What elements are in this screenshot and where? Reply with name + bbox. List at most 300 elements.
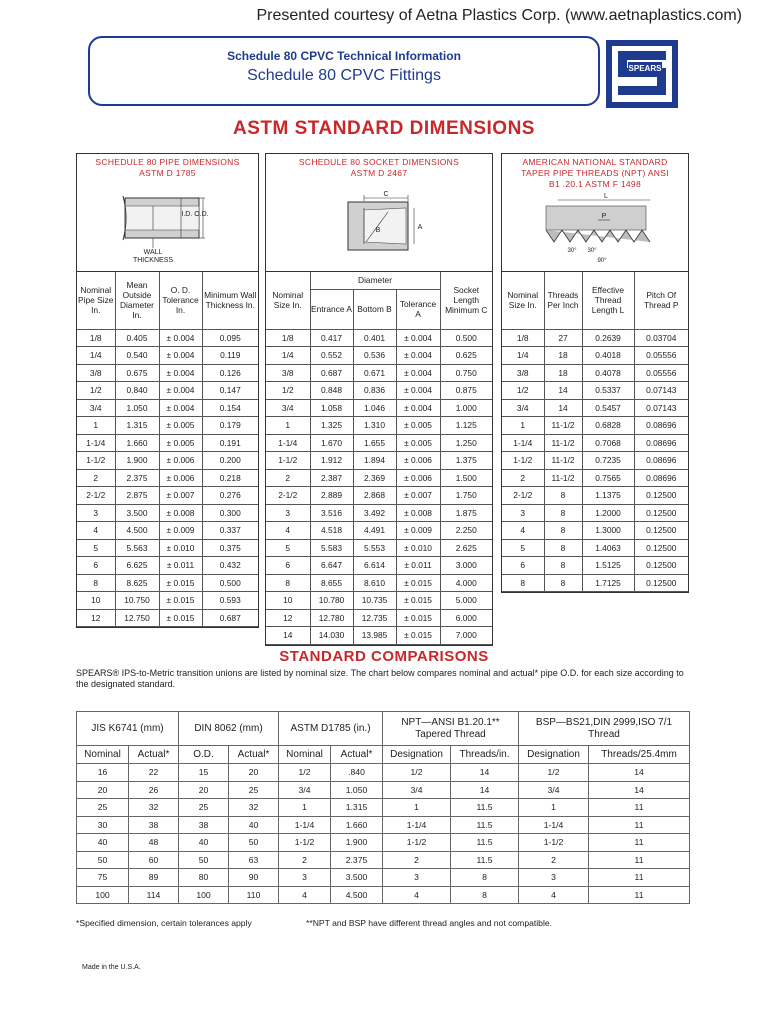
comparison-cell: 50 (77, 851, 129, 869)
thread-cell: 0.4078 (582, 364, 634, 382)
socket-row (266, 609, 492, 627)
comparison-cell: 22 (129, 764, 179, 782)
comparison-row (77, 886, 690, 904)
thread-cell: 6 (502, 557, 544, 575)
socket-title-1: SCHEDULE 80 SOCKET DIMENSIONS (298, 157, 460, 167)
pipe-cell: 5.563 (115, 539, 159, 557)
pipe-cell: 0.119 (202, 347, 258, 365)
pipe-cell: 4 (77, 522, 115, 540)
pipe-cell: ± 0.004 (159, 399, 202, 417)
thread-cell: 0.7565 (582, 469, 634, 487)
pipe-cell: ± 0.005 (159, 417, 202, 435)
comparison-subheader: Actual* (129, 746, 179, 764)
pipe-cell: 6 (77, 557, 115, 575)
thread-cell: 11-1/2 (544, 434, 582, 452)
pipe-cell: 2 (77, 469, 115, 487)
comparison-cell: 14 (589, 781, 690, 799)
socket-cell: 2.387 (310, 469, 353, 487)
socket-header-length: Socket Length Minimum C (440, 272, 492, 329)
pipe-title-1: SCHEDULE 80 PIPE DIMENSIONS (95, 157, 240, 167)
socket-cell: 1.310 (353, 417, 396, 435)
pipe-cell: ± 0.015 (159, 609, 202, 627)
thread-cell: 0.03704 (634, 329, 688, 347)
comparison-cell: 1.050 (331, 781, 383, 799)
comparison-cell: 1 (383, 799, 451, 817)
thread-cell: 0.7068 (582, 434, 634, 452)
pipe-cell: 0.179 (202, 417, 258, 435)
logo-text: SPEARS (628, 64, 662, 73)
pipe-cell: 0.375 (202, 539, 258, 557)
comparison-cell: 4 (519, 886, 589, 904)
socket-cell: 8.655 (310, 574, 353, 592)
pipe-row (77, 434, 258, 452)
thread-row (502, 382, 688, 400)
comparison-cell: 3/4 (383, 781, 451, 799)
header-box (88, 36, 600, 106)
pipe-cell: ± 0.004 (159, 382, 202, 400)
socket-cell: 1.250 (440, 434, 492, 452)
comparison-cell: 100 (179, 886, 229, 904)
thread-cell: 1-1/4 (502, 434, 544, 452)
comparison-cell: 63 (229, 851, 279, 869)
thread-row (502, 329, 688, 347)
thread-cell: 1-1/2 (502, 452, 544, 470)
socket-cell: ± 0.015 (396, 592, 440, 610)
comparison-cell: 1.900 (331, 834, 383, 852)
comparison-subheader: Threads/in. (451, 746, 519, 764)
thread-cell: 0.5457 (582, 399, 634, 417)
comparison-cell: 2 (279, 851, 331, 869)
comparison-row (77, 851, 690, 869)
socket-cell: ± 0.004 (396, 329, 440, 347)
socket-cell: 8.610 (353, 574, 396, 592)
comparison-group-header: DIN 8062 (mm) (179, 712, 279, 746)
thread-header: Threads Per Inch (544, 272, 582, 329)
comparison-cell: 1-1/4 (279, 816, 331, 834)
socket-cell: 1.125 (440, 417, 492, 435)
thread-cell: 3/8 (502, 364, 544, 382)
socket-diagram (266, 184, 492, 268)
comparison-cell: 50 (179, 851, 229, 869)
comparison-cell: 8 (451, 869, 519, 887)
pipe-cell: 0.218 (202, 469, 258, 487)
comparison-cell: 40 (77, 834, 129, 852)
socket-cell: 3.516 (310, 504, 353, 522)
thread-diagram-p-label: P (601, 213, 607, 220)
thread-cell: 1/4 (502, 347, 544, 365)
pipe-row (77, 522, 258, 540)
thread-cell: 0.08696 (634, 452, 688, 470)
pipe-diagram-thickness-label: THICKNESS (132, 257, 174, 264)
thread-cell: 8 (544, 557, 582, 575)
socket-cell: 1.655 (353, 434, 396, 452)
comparison-cell: 4 (279, 886, 331, 904)
thread-cell: 0.7235 (582, 452, 634, 470)
socket-cell: 1.046 (353, 399, 396, 417)
socket-cell: 1/2 (266, 382, 310, 400)
socket-diagram-a-label: A (417, 224, 423, 231)
socket-cell: 1.500 (440, 469, 492, 487)
pipe-cell: 2.375 (115, 469, 159, 487)
thread-cell: 8 (544, 487, 582, 505)
socket-row (266, 539, 492, 557)
socket-header-entrance: Entrance A (310, 289, 353, 329)
socket-header-bottom: Bottom B (353, 289, 396, 329)
comparison-subheader: Actual* (229, 746, 279, 764)
socket-cell: 1.000 (440, 399, 492, 417)
socket-cell: 5.000 (440, 592, 492, 610)
comparison-subheader: Actual* (331, 746, 383, 764)
comparison-cell: 11 (589, 886, 690, 904)
thread-cell: 0.07143 (634, 382, 688, 400)
pipe-cell: 6.625 (115, 557, 159, 575)
socket-cell: 14.030 (310, 627, 353, 645)
pipe-dimensions-panel (76, 153, 259, 628)
socket-cell: 1.325 (310, 417, 353, 435)
thread-cell: 8 (502, 574, 544, 592)
thread-row (502, 452, 688, 470)
pipe-cell: 1.315 (115, 417, 159, 435)
socket-cell: ± 0.004 (396, 364, 440, 382)
thread-cell: 0.12500 (634, 574, 688, 592)
socket-row (266, 364, 492, 382)
pipe-row (77, 469, 258, 487)
thread-cell: 1/8 (502, 329, 544, 347)
pipe-row (77, 452, 258, 470)
socket-cell: 1.058 (310, 399, 353, 417)
comparison-cell: 40 (179, 834, 229, 852)
pipe-cell: 0.095 (202, 329, 258, 347)
pipe-diagram-id-od-label: I.D. O.D. (181, 211, 209, 218)
comparison-row (77, 869, 690, 887)
comparison-cell: 1-1/4 (383, 816, 451, 834)
socket-cell: 3 (266, 504, 310, 522)
comparison-cell: 114 (129, 886, 179, 904)
socket-cell: 0.671 (353, 364, 396, 382)
socket-cell: 4.000 (440, 574, 492, 592)
socket-cell: 2.250 (440, 522, 492, 540)
thread-diagram-angle-1: 30° (567, 248, 577, 254)
socket-cell: 13.985 (353, 627, 396, 645)
socket-cell: ± 0.009 (396, 522, 440, 540)
pipe-row (77, 347, 258, 365)
socket-cell: 5 (266, 539, 310, 557)
socket-row (266, 347, 492, 365)
pipe-cell: ± 0.008 (159, 504, 202, 522)
socket-cell: 1.894 (353, 452, 396, 470)
comparison-cell: 1-1/2 (279, 834, 331, 852)
thread-cell: 3/4 (502, 399, 544, 417)
pipe-cell: 1/2 (77, 382, 115, 400)
socket-dimensions-panel (265, 153, 493, 646)
pipe-header: Mean Outside Diameter In. (115, 272, 159, 329)
socket-header-diameter: Diameter (310, 272, 440, 289)
pipe-diagram (77, 184, 258, 268)
socket-cell: 6.614 (353, 557, 396, 575)
socket-cell: 1.670 (310, 434, 353, 452)
thread-diagram-angle-2: 30° (587, 248, 597, 254)
thread-cell: 0.2639 (582, 329, 634, 347)
socket-cell: 6.000 (440, 609, 492, 627)
socket-row (266, 399, 492, 417)
thread-diagram (502, 192, 688, 272)
socket-cell: ± 0.015 (396, 627, 440, 645)
socket-title-2: ASTM D 2467 (350, 168, 408, 178)
comparison-cell: 1.660 (331, 816, 383, 834)
socket-header-nominal: Nominal Size In. (266, 272, 310, 329)
socket-row (266, 417, 492, 435)
thread-cell: 0.05556 (634, 347, 688, 365)
thread-cell: 0.12500 (634, 522, 688, 540)
thread-cell: 0.12500 (634, 487, 688, 505)
comparisons-table (76, 711, 690, 904)
thread-cell: 2 (502, 469, 544, 487)
socket-cell: ± 0.004 (396, 399, 440, 417)
comparison-cell: 1/2 (519, 764, 589, 782)
thread-cell: 18 (544, 347, 582, 365)
thread-cell: 11-1/2 (544, 469, 582, 487)
socket-cell: 6 (266, 557, 310, 575)
comparison-cell: 4 (383, 886, 451, 904)
comparison-cell: 11 (589, 799, 690, 817)
comparison-subheader: Nominal (77, 746, 129, 764)
socket-dimensions-table (266, 272, 492, 645)
socket-cell: 4.518 (310, 522, 353, 540)
comparison-cell: 3/4 (519, 781, 589, 799)
pipe-cell: ± 0.011 (159, 557, 202, 575)
socket-cell: ± 0.005 (396, 417, 440, 435)
pipe-cell: 0.405 (115, 329, 159, 347)
thread-cell: 11-1/2 (544, 452, 582, 470)
socket-diagram-c-label: C (383, 191, 389, 198)
header-title: Schedule 80 CPVC Fittings (247, 67, 441, 84)
comparison-cell: 14 (451, 781, 519, 799)
thread-cell: 0.08696 (634, 434, 688, 452)
thread-cell: 27 (544, 329, 582, 347)
thread-row (502, 522, 688, 540)
thread-row (502, 469, 688, 487)
comparison-cell: 11 (589, 869, 690, 887)
comparison-cell: 1 (279, 799, 331, 817)
pipe-cell: 0.540 (115, 347, 159, 365)
pipe-cell: 0.147 (202, 382, 258, 400)
pipe-cell: 0.593 (202, 592, 258, 610)
comparison-cell: 48 (129, 834, 179, 852)
comparison-group-header: ASTM D1785 (in.) (279, 712, 383, 746)
comparison-cell: 3 (519, 869, 589, 887)
comparison-cell: 2.375 (331, 851, 383, 869)
thread-cell: 3 (502, 504, 544, 522)
comparison-cell: 14 (589, 764, 690, 782)
socket-cell: ± 0.015 (396, 574, 440, 592)
thread-title-3: B1 .20.1 ASTM F 1498 (549, 179, 641, 189)
pipe-cell: 0.675 (115, 364, 159, 382)
socket-cell: 0.417 (310, 329, 353, 347)
thread-header: Pitch Of Thread P (634, 272, 688, 329)
socket-cell: 1/4 (266, 347, 310, 365)
comparison-cell: 20 (77, 781, 129, 799)
comparison-cell: 25 (229, 781, 279, 799)
pipe-row (77, 364, 258, 382)
socket-row (266, 627, 492, 645)
pipe-cell: 0.432 (202, 557, 258, 575)
comparison-cell: 3.500 (331, 869, 383, 887)
thread-cell: 0.05556 (634, 364, 688, 382)
socket-row (266, 522, 492, 540)
socket-cell: 5.553 (353, 539, 396, 557)
socket-cell: 3/8 (266, 364, 310, 382)
thread-dimensions-table (502, 272, 688, 592)
socket-row (266, 452, 492, 470)
socket-cell: 0.500 (440, 329, 492, 347)
pipe-cell: 10.750 (115, 592, 159, 610)
pipe-cell: 5 (77, 539, 115, 557)
thread-cell: 1.3000 (582, 522, 634, 540)
thread-cell: 0.12500 (634, 557, 688, 575)
comparison-cell: 1-1/2 (519, 834, 589, 852)
thread-row (502, 487, 688, 505)
socket-row (266, 434, 492, 452)
socket-cell: ± 0.008 (396, 504, 440, 522)
pipe-header: Nominal Pipe Size In. (77, 272, 115, 329)
pipe-row (77, 504, 258, 522)
made-in-usa: Made in the U.S.A. (82, 964, 141, 971)
comparison-subheader: Threads/25.4mm (589, 746, 690, 764)
comparison-cell: 11.5 (451, 816, 519, 834)
socket-cell: 3/4 (266, 399, 310, 417)
socket-cell: 2.889 (310, 487, 353, 505)
thread-row (502, 557, 688, 575)
comparison-cell: 11 (589, 816, 690, 834)
socket-diagram-b-label: B (375, 227, 381, 234)
thread-dimensions-panel (501, 153, 689, 593)
comparison-cell: 3/4 (279, 781, 331, 799)
pipe-cell: 3.500 (115, 504, 159, 522)
pipe-cell: 8 (77, 574, 115, 592)
socket-cell: 1.912 (310, 452, 353, 470)
thread-cell: 1.2000 (582, 504, 634, 522)
comparisons-title: STANDARD COMPARISONS (279, 648, 489, 665)
pipe-header: O. D. Tolerance In. (159, 272, 202, 329)
thread-cell: 1.4063 (582, 539, 634, 557)
socket-cell: 2.625 (440, 539, 492, 557)
socket-row (266, 574, 492, 592)
pipe-cell: ± 0.004 (159, 364, 202, 382)
pipe-row (77, 399, 258, 417)
comparison-subheader: O.D. (179, 746, 229, 764)
socket-cell: 0.552 (310, 347, 353, 365)
pipe-cell: 1-1/2 (77, 452, 115, 470)
socket-cell: 12 (266, 609, 310, 627)
thread-cell: 1.1375 (582, 487, 634, 505)
socket-row (266, 382, 492, 400)
socket-cell: ± 0.011 (396, 557, 440, 575)
socket-cell: 7.000 (440, 627, 492, 645)
socket-cell: 8 (266, 574, 310, 592)
socket-cell: 14 (266, 627, 310, 645)
comparison-cell: 16 (77, 764, 129, 782)
thread-cell: 1.5125 (582, 557, 634, 575)
comparison-row (77, 764, 690, 782)
thread-row (502, 347, 688, 365)
pipe-cell: 1.900 (115, 452, 159, 470)
thread-row (502, 417, 688, 435)
socket-cell: 3.000 (440, 557, 492, 575)
comparison-cell: 11 (589, 851, 690, 869)
comparison-cell: 38 (179, 816, 229, 834)
footnote-npt-bsp: **NPT and BSP have different thread angles and not compatible. (306, 918, 553, 928)
socket-cell: 1/8 (266, 329, 310, 347)
socket-cell: ± 0.004 (396, 347, 440, 365)
thread-cell: 8 (544, 539, 582, 557)
pipe-dimensions-table (77, 272, 258, 627)
comparison-cell: 25 (179, 799, 229, 817)
socket-row (266, 504, 492, 522)
spears-logo (604, 38, 680, 110)
footnote-specified: *Specified dimension, certain tolerances apply (76, 918, 252, 928)
comparison-cell: 8 (451, 886, 519, 904)
thread-cell: 0.12500 (634, 539, 688, 557)
comparison-cell: 38 (129, 816, 179, 834)
thread-cell: 11-1/2 (544, 417, 582, 435)
pipe-cell: ± 0.010 (159, 539, 202, 557)
socket-cell: 1.375 (440, 452, 492, 470)
thread-diagram-angle-3: 90° (597, 258, 607, 264)
thread-cell: 0.6828 (582, 417, 634, 435)
comparison-cell: 1 (519, 799, 589, 817)
socket-cell: 5.583 (310, 539, 353, 557)
socket-cell: 2.369 (353, 469, 396, 487)
comparison-cell: 89 (129, 869, 179, 887)
pipe-cell: 0.191 (202, 434, 258, 452)
socket-cell: 2.868 (353, 487, 396, 505)
pipe-cell: 12 (77, 609, 115, 627)
comparison-row (77, 799, 690, 817)
comparison-cell: 100 (77, 886, 129, 904)
pipe-cell: 0.300 (202, 504, 258, 522)
pipe-cell: 0.200 (202, 452, 258, 470)
thread-cell: 18 (544, 364, 582, 382)
pipe-cell: 0.126 (202, 364, 258, 382)
comparison-cell: 14 (451, 764, 519, 782)
comparison-cell: 11.5 (451, 799, 519, 817)
comparison-cell: 90 (229, 869, 279, 887)
comparison-cell: 30 (77, 816, 129, 834)
pipe-cell: 8.625 (115, 574, 159, 592)
comparison-cell: 20 (229, 764, 279, 782)
socket-cell: 3.492 (353, 504, 396, 522)
socket-cell: 0.687 (310, 364, 353, 382)
thread-row (502, 539, 688, 557)
socket-row (266, 469, 492, 487)
thread-cell: 0.08696 (634, 469, 688, 487)
socket-cell: 2-1/2 (266, 487, 310, 505)
thread-cell: 4 (502, 522, 544, 540)
comparison-cell: 11.5 (451, 834, 519, 852)
comparison-cell: 4.500 (331, 886, 383, 904)
thread-diagram-l-label: L (604, 193, 608, 200)
socket-cell: 0.625 (440, 347, 492, 365)
pipe-cell: 1-1/4 (77, 434, 115, 452)
thread-cell: 14 (544, 399, 582, 417)
comparison-cell: 1-1/2 (383, 834, 451, 852)
comparison-cell: 3 (383, 869, 451, 887)
comparison-cell: 60 (129, 851, 179, 869)
pipe-cell: 2.875 (115, 487, 159, 505)
socket-header-tolerance: Tolerance A (396, 289, 440, 329)
socket-cell: 1.875 (440, 504, 492, 522)
comparison-cell: 1.315 (331, 799, 383, 817)
